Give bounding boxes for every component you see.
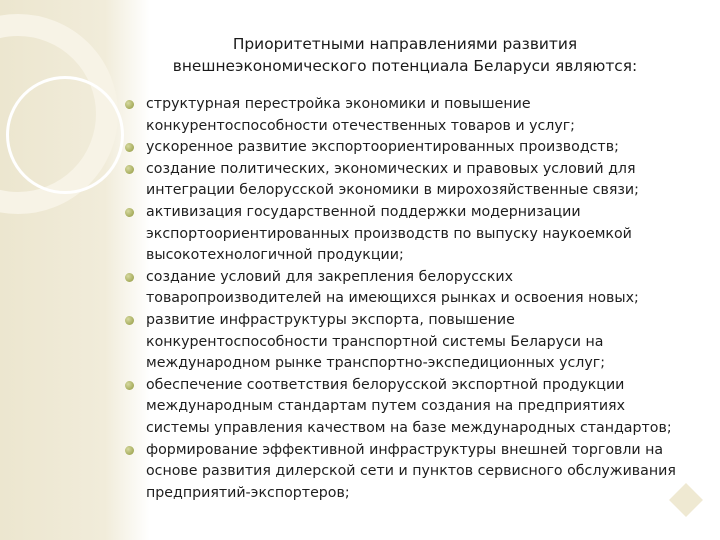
bullet-text-line: конкурентоспособности транспортной системы Беларуси на	[146, 333, 604, 350]
bullet-item	[122, 94, 697, 137]
slide-title-line-1: Приоритетными направлениями развития	[232, 35, 578, 53]
bullet-item	[122, 137, 697, 159]
bullet-list	[122, 94, 697, 504]
bullet-text-line: создание политических, экономических и правовых условий для	[146, 160, 636, 177]
bullet-text-line: активизация государственной поддержки модернизации	[146, 203, 581, 220]
bullet-dot-icon	[125, 446, 134, 455]
bullet-text-line: международным стандартам путем создания на предприятиях	[146, 398, 625, 415]
bullet-item	[122, 440, 697, 505]
bullet-dot-icon	[125, 208, 134, 217]
bullet-text-line: высокотехнологичной продукции;	[146, 247, 404, 264]
bullet-item	[122, 267, 697, 310]
decorative-ring-small	[6, 76, 124, 194]
bullet-text-line: товаропроизводителей на имеющихся рынках и освоения новых;	[146, 290, 639, 307]
bullet-dot-icon	[125, 100, 134, 109]
bullet-dot-icon	[125, 316, 134, 325]
slide-title	[140, 33, 670, 77]
bullet-dot-icon	[125, 273, 134, 282]
bullet-text-line: конкурентоспособности отечественных товаров и услуг;	[146, 117, 575, 134]
bullet-text-line: ускоренное развитие экспортоориентированных производств;	[146, 139, 619, 156]
bullet-text-line: международном рынке транспортно-экспедиционных услуг;	[146, 355, 605, 372]
bullet-dot-icon	[125, 143, 134, 152]
bullet-item	[122, 202, 697, 267]
bullet-text-line: предприятий-экспортеров;	[146, 484, 350, 501]
bullet-text-line: основе развития дилерской сети и пунктов сервисного обслуживания	[146, 463, 676, 480]
slide-title-line-2: внешнеэкономического потенциала Беларуси являются:	[172, 57, 638, 75]
bullet-dot-icon	[125, 381, 134, 390]
bullet-text-line: развитие инфраструктуры экспорта, повышение	[146, 311, 515, 328]
bullet-item	[122, 310, 697, 375]
bullet-text-line: системы управления качеством на базе международных стандартов;	[146, 419, 672, 436]
bullet-item	[122, 159, 697, 202]
bullet-dot-icon	[125, 165, 134, 174]
bullet-text-line: формирование эффективной инфраструктуры внешней торговли на	[146, 441, 664, 458]
bullet-text-line: обеспечение соответствия белорусской экспортной продукции	[146, 376, 625, 393]
bullet-text-line: создание условий для закрепления белорусских	[146, 268, 514, 285]
bullet-item	[122, 375, 697, 440]
bullet-text-line: структурная перестройка экономики и повышение	[146, 96, 531, 112]
bullet-text-line: интеграции белорусской экономики в мирохозяйственные связи;	[146, 182, 639, 199]
bullet-text-line: экспортоориентированных производств по выпуску наукоемкой	[146, 225, 632, 242]
